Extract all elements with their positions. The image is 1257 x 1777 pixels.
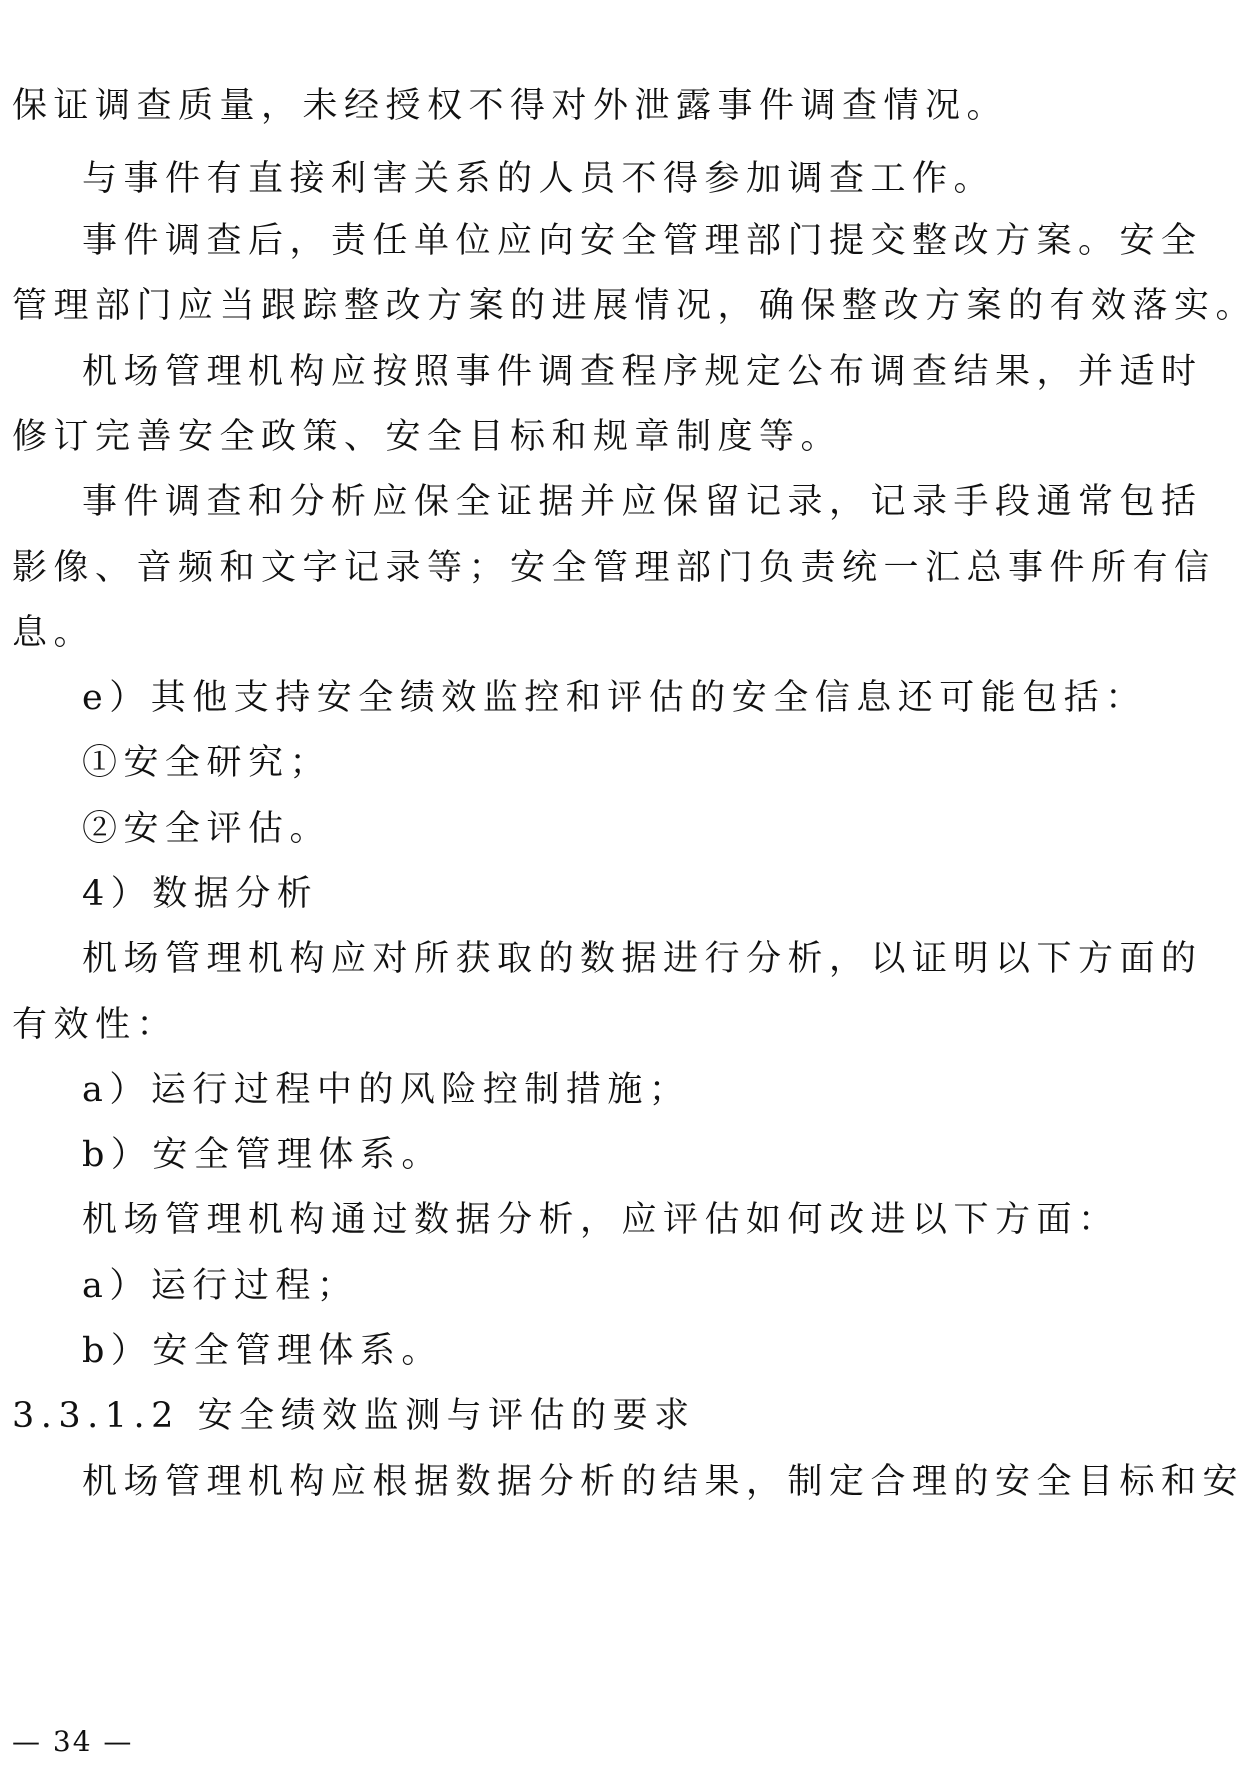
text-line: 影像、音频和文字记录等；安全管理部门负责统一汇总事件所有信: [12, 548, 1216, 588]
text-line: 有效性：: [12, 1005, 179, 1045]
list-item: a）运行过程中的风险控制措施；: [82, 1070, 691, 1110]
text-line: 与事件有直接利害关系的人员不得参加调查工作。: [82, 159, 996, 199]
text-line: 事件调查后，责任单位应向安全管理部门提交整改方案。安全: [82, 221, 1203, 261]
text-line: 修订完善安全政策、安全目标和规章制度等。: [12, 417, 843, 457]
list-item: ②安全评估。: [82, 809, 332, 849]
text-line: 机场管理机构应对所获取的数据进行分析，以证明以下方面的: [82, 939, 1203, 979]
list-item: a）运行过程；: [82, 1266, 359, 1306]
text-line: 机场管理机构应按照事件调查程序规定公布调查结果，并适时: [82, 352, 1203, 392]
list-item: b）安全管理体系。: [82, 1135, 443, 1175]
list-item: b）安全管理体系。: [82, 1331, 443, 1371]
text-line: e）其他支持安全绩效监控和评估的安全信息还可能包括：: [82, 678, 1147, 718]
text-line: 事件调查和分析应保全证据并应保留记录，记录手段通常包括: [82, 482, 1203, 522]
text-line: 机场管理机构应根据数据分析的结果，制定合理的安全目标和安: [82, 1462, 1245, 1502]
page-number: — 34 —: [12, 1725, 134, 1758]
list-item: ①安全研究；: [82, 743, 332, 783]
text-line: 保证调查质量，未经授权不得对外泄露事件调查情况。: [12, 86, 1009, 126]
text-line: 机场管理机构通过数据分析，应评估如何改进以下方面：: [82, 1200, 1120, 1240]
section-heading: 3.3.1.2 安全绩效监测与评估的要求: [12, 1396, 696, 1436]
text-line: 息。: [12, 613, 96, 653]
section-heading: 4）数据分析: [82, 874, 319, 914]
text-line: 管理部门应当跟踪整改方案的进展情况，确保整改方案的有效落实。: [12, 286, 1257, 326]
